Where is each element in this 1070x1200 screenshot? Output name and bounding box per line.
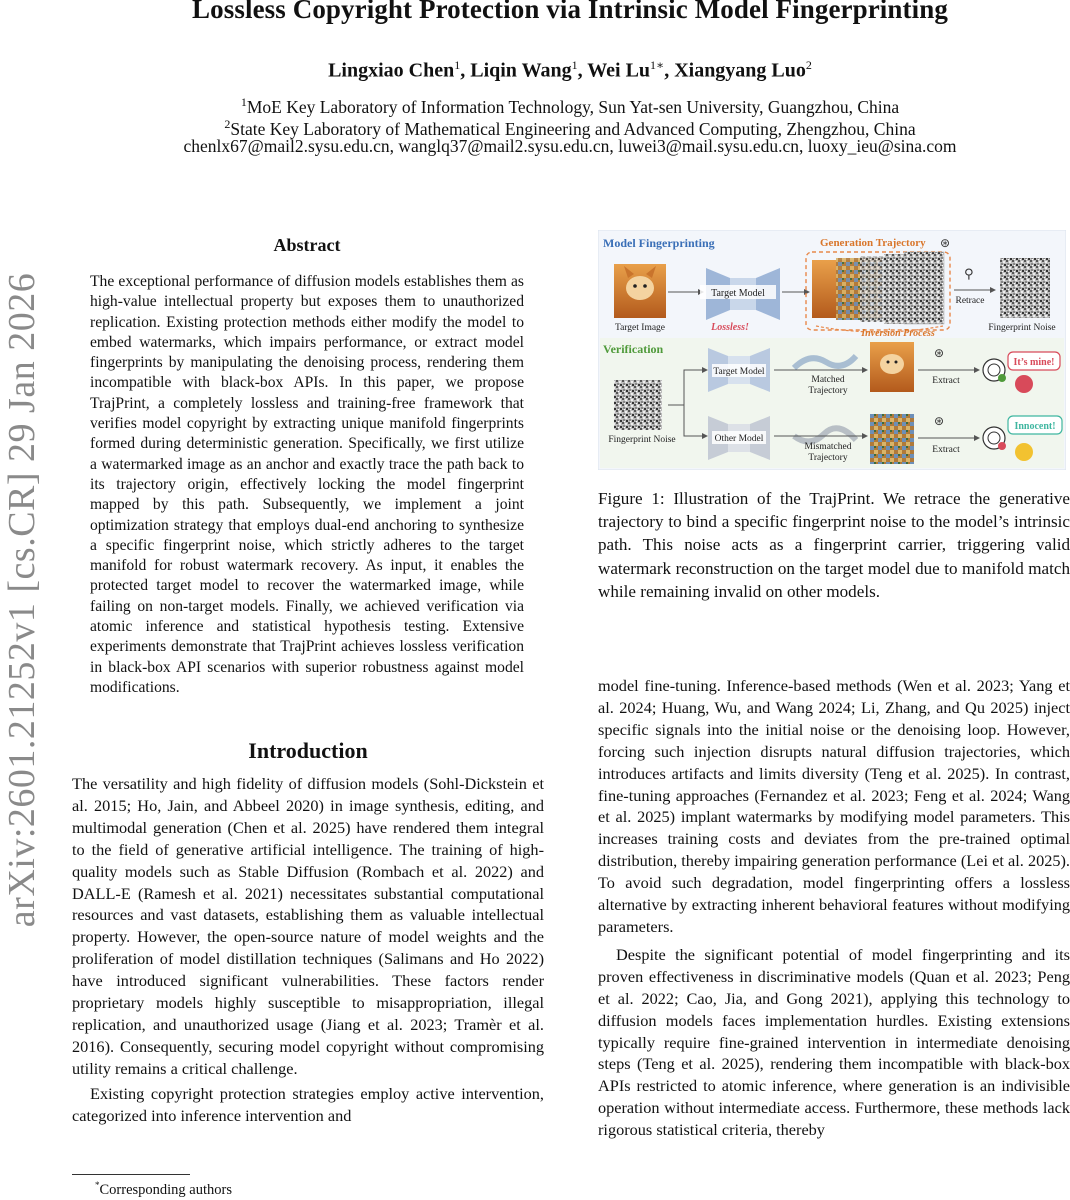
extract-label-1: Extract bbox=[932, 376, 960, 386]
matched-label-1: Matched bbox=[811, 375, 845, 385]
author-mark: 1∗ bbox=[650, 58, 665, 72]
other-model-label: Other Model bbox=[714, 434, 764, 444]
dog-face bbox=[880, 354, 904, 374]
mismatched-label-1: Mismatched bbox=[804, 442, 852, 452]
paper-title: Lossless Copyright Protection via Intrinsic Model Fingerprinting bbox=[192, 0, 948, 24]
abstract-text: The exceptional performance of diffusion models establishes them as high-value intellectual property but exposes them to unauthorized replication. Existing protection methods either modify the model to embed watermarks, which impairs performance, or extract model fingerprints by manipulating the denoising process, rendering them incompatible with black-box APIs. In this paper, we propose TrajPrint, a completely lossless and training-free framework that verifies model copyright by extracting unique manifold fingerprints formed during deterministic generation. Specifically, we first utilize a watermarked image as an anchor and exactly trace the path back to its trajectory origin, effectively locking the model fingerprint mapped by this path. Subsequently, we implement a joint optimization strategy that employs dual-end anchoring to synthesize a specific fingerprint noise, which strictly adheres to the target manifold for robust watermark recovery. As input, it enables the protected target model to recover the watermarked image, while failing on non-target models. Finally, we achieved verification via atomic inference and statistical hypothesis testing. Extensive experiments demonstrate that TrajPrint achieves lossless verification in black-box API scenarios with superior robustness against model modifications. bbox=[90, 273, 524, 696]
fingerprinting-label: Model Fingerprinting bbox=[603, 236, 715, 250]
generation-trajectory-label: Generation Trajectory bbox=[820, 237, 926, 249]
author-list: Lingxiao Chen$^1$, Liqin Wang$^1$, Wei $Lu^{1∗}$, Xiangyang Luo$^2$ bbox=[328, 58, 812, 82]
author-name: Xiangyang Luo bbox=[674, 59, 806, 82]
cross-icon bbox=[998, 442, 1006, 450]
affiliation-text: State Key Laboratory of Mathematical Engineering and Advanced Computing, Zhengzhou, China bbox=[230, 118, 916, 139]
trajectory-stack bbox=[812, 252, 944, 324]
author-mark: 1 bbox=[571, 58, 578, 72]
extract-icon: ⊛ bbox=[934, 346, 945, 360]
figure-diagram bbox=[598, 230, 1066, 470]
inversion-process-label: Inversion Process bbox=[861, 328, 935, 339]
introduction-heading: Introduction bbox=[248, 738, 368, 763]
trajectory-frame bbox=[904, 252, 944, 324]
arxiv-id: arXiv:2601.21252v1 [cs.CR] 29 Jan 2026 bbox=[1, 272, 43, 928]
arxiv-stamp bbox=[2, 250, 42, 950]
footnote-text: Corresponding authors bbox=[99, 1181, 232, 1198]
target-model-label: Target Model bbox=[711, 288, 765, 299]
paragraph: model fine-tuning. Inference-based methods (Wen et al. 2023; Yang et al. 2024; Huang, Wu, and Wang 2024; Li, Zhang, and Qu 2025) inject specific signals into the initial noise or the denoising loop. However, forcing such injection disrupts natural diffusion trajectories, which introduces artifacts and limits diversity (Teng et al. 2025). In contrast, fine-tuning approaches (Fernandez et al. 2023; Feng et al. 2024; Wang et al. 2025) implant watermarks by modifying model parameters. This increases training costs and deviates from the pre-trained optimal distribution, thereby impairing generation performance (Lei et al. 2025). To avoid such degradation, model fingerprinting offers a lossless alternative by extracting inherent behavioral features without modifying parameters. bbox=[598, 676, 1070, 936]
mismatched-label-2: Trajectory bbox=[808, 453, 848, 463]
author-name: Lingxiao Chen bbox=[328, 59, 455, 82]
check-icon bbox=[998, 374, 1006, 382]
affiliation-text: MoE Key Laboratory of Information Technology, Sun Yat-sen University, Guangzhou, China bbox=[246, 96, 900, 117]
fingerprint-noise-image bbox=[1000, 258, 1050, 318]
paragraph: Despite the significant potential of model fingerprinting and its proven effectiveness in discriminative models (Quan et al. 2023; Peng et al. 2022; Cao, Jia, and Gong 2021), applying this technology to diffusion models faces implementation hurdles. Existing extensions typically require fine-grained intervention in intermediate denoising steps (Teng et al. 2025), rendering them incompatible with black-box APIs restricted to atomic inference, where generation is an indivisible operation without intermediate access. Furthermore, these methods lack rigorous statistical criteria, thereby bbox=[598, 944, 1070, 1140]
dog-eye-right bbox=[643, 284, 647, 288]
smile-face-icon bbox=[1015, 443, 1033, 461]
author-emails: chenlx67@mail2.sysu.edu.cn, wanglq37@mail2.sysu.edu.cn, luwei3@mail.sysu.edu.cn, luoxy_ieu@sina.com bbox=[183, 136, 957, 156]
pin-icon: ⚲ bbox=[964, 267, 974, 282]
introduction-left-column bbox=[72, 773, 544, 1127]
author-mark: 1 bbox=[454, 58, 461, 72]
author-mark: 2 bbox=[805, 58, 812, 72]
abstract-heading: Abstract bbox=[273, 235, 341, 255]
footnote-mark: * bbox=[95, 1180, 100, 1190]
fingerprint-icon: ⊛ bbox=[940, 236, 951, 250]
target-image-label: Target Image bbox=[614, 323, 666, 333]
verification-label: Verification bbox=[603, 342, 664, 356]
dog-face bbox=[626, 276, 654, 300]
extract-label-2: Extract bbox=[932, 445, 960, 455]
angry-face-icon bbox=[1015, 375, 1033, 393]
dog-eye-left bbox=[887, 361, 890, 364]
affiliation-mark: 1 bbox=[240, 95, 247, 109]
author-name: Liqin Wang bbox=[470, 59, 572, 82]
target-model-2-label: Target Model bbox=[713, 367, 765, 377]
paragraph: Existing copyright protection strategies employ active intervention, categorized into inference intervention and bbox=[72, 1083, 544, 1125]
dog-eye-right bbox=[895, 361, 898, 364]
verification-noise-image bbox=[614, 380, 662, 430]
footnote bbox=[95, 1180, 232, 1199]
paragraph: The versatility and high fidelity of diffusion models (Sohl-Dickstein et al. 2015; Ho, Jain, and Abbeel 2020) in image synthesis, editing, and multimodal generation (Chen et al. 2025) have rendered them integral to the field of generative artificial intelligence. The training of high-quality models such as Stable Diffusion (Rombach et al. 2022) and DALL-E (Ramesh et al. 2021) necessitates substantial computational resources and vast datasets, establishing them as valuable intellectual property. However, the open-source nature of model weights and the proliferation of model distillation techniques (Salimans and Ho 2022) have introduced significant vulnerabilities. These factors render proprietary models highly susceptible to misappropriation, illegal replication, and unauthorized usage (Jiang et al. 2023; Tramèr et al. 2016). Consequently, securing model copyright without compromising utility remains a critical challenge. bbox=[72, 774, 544, 1078]
introduction-right-column bbox=[598, 675, 1070, 1141]
figure-caption: Figure 1: Illustration of the TrajPrint. We retrace the generative trajectory to bind a specific fingerprint noise to the model’s intrinsic path. This noise acts as a fingerprint carrier, triggering valid watermark reconstruction on the target model due to manifold match while remaining invalid on other models. bbox=[598, 489, 1070, 601]
innocent-label: Innocent! bbox=[1014, 421, 1056, 432]
its-mine-label: It’s mine! bbox=[1013, 357, 1055, 368]
author-name: Wei Lu bbox=[587, 59, 651, 82]
fingerprint-noise-label: Fingerprint Noise bbox=[988, 323, 1056, 333]
lossless-label: Lossless! bbox=[711, 322, 749, 333]
retrace-label: Retrace bbox=[955, 296, 985, 306]
verification-noise-label: Fingerprint Noise bbox=[608, 435, 676, 445]
dog-eye-left bbox=[633, 284, 637, 288]
figure-1 bbox=[598, 230, 1066, 470]
matched-label-2: Trajectory bbox=[808, 386, 848, 396]
failed-image bbox=[870, 414, 914, 464]
extract-icon: ⊛ bbox=[934, 414, 945, 428]
affiliation-mark: 2 bbox=[224, 117, 231, 131]
footnote-divider bbox=[72, 1174, 190, 1175]
